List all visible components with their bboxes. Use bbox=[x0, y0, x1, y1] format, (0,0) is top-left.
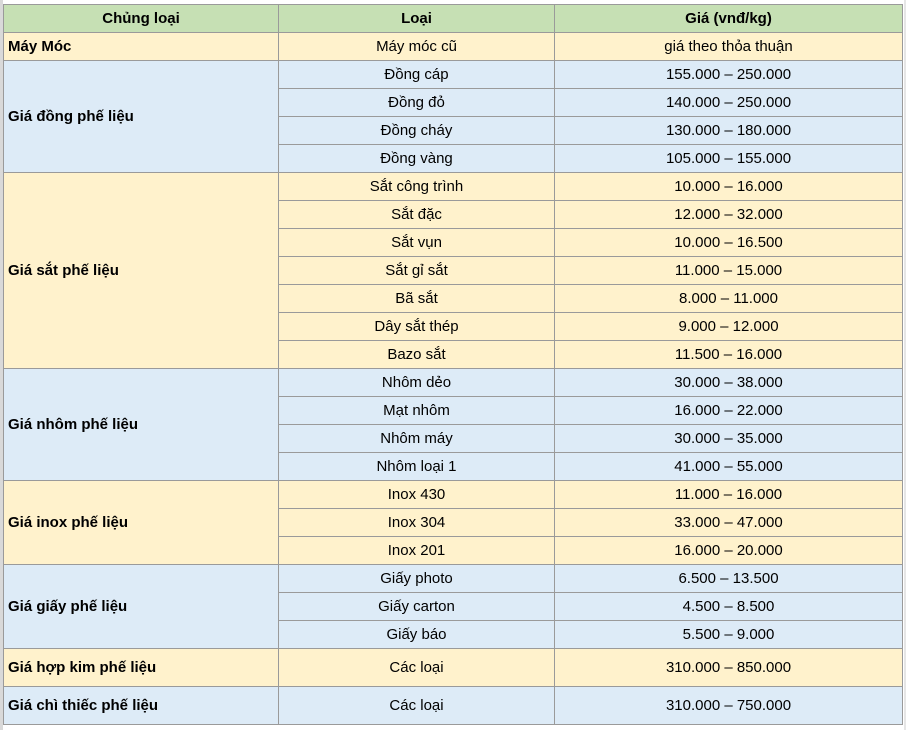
type-cell[interactable]: Sắt vụn bbox=[279, 229, 555, 257]
price-cell[interactable]: 5.500 – 9.000 bbox=[555, 621, 903, 649]
price-cell[interactable]: 30.000 – 38.000 bbox=[555, 369, 903, 397]
price-cell[interactable]: 9.000 – 12.000 bbox=[555, 313, 903, 341]
type-cell[interactable]: Inox 304 bbox=[279, 509, 555, 537]
type-cell[interactable]: Mạt nhôm bbox=[279, 397, 555, 425]
type-cell[interactable]: Các loại bbox=[279, 649, 555, 687]
price-cell[interactable]: 155.000 – 250.000 bbox=[555, 61, 903, 89]
price-cell[interactable]: giá theo thỏa thuận bbox=[555, 33, 903, 61]
category-cell[interactable]: Giá chì thiếc phế liệu bbox=[4, 687, 279, 725]
type-cell[interactable]: Bazo sắt bbox=[279, 341, 555, 369]
table-row bbox=[4, 687, 903, 725]
type-cell[interactable]: Dây sắt thép bbox=[279, 313, 555, 341]
type-cell[interactable]: Inox 430 bbox=[279, 481, 555, 509]
header-type[interactable]: Loại bbox=[279, 5, 555, 33]
header-price[interactable]: Giá (vnđ/kg) bbox=[555, 5, 903, 33]
header-category[interactable]: Chủng loại bbox=[4, 5, 279, 33]
price-cell[interactable]: 130.000 – 180.000 bbox=[555, 117, 903, 145]
category-cell[interactable]: Giá sắt phế liệu bbox=[4, 173, 279, 369]
type-cell[interactable]: Nhôm dẻo bbox=[279, 369, 555, 397]
type-cell[interactable]: Giấy carton bbox=[279, 593, 555, 621]
type-cell[interactable]: Các loại bbox=[279, 687, 555, 725]
price-cell[interactable]: 140.000 – 250.000 bbox=[555, 89, 903, 117]
price-cell[interactable]: 4.500 – 8.500 bbox=[555, 593, 903, 621]
price-table bbox=[3, 4, 903, 725]
table-row bbox=[4, 173, 903, 201]
price-cell[interactable]: 11.500 – 16.000 bbox=[555, 341, 903, 369]
price-cell[interactable]: 41.000 – 55.000 bbox=[555, 453, 903, 481]
category-cell[interactable]: Giá giấy phế liệu bbox=[4, 565, 279, 649]
table-row bbox=[4, 61, 903, 89]
type-cell[interactable]: Nhôm máy bbox=[279, 425, 555, 453]
table-row bbox=[4, 481, 903, 509]
type-cell[interactable]: Inox 201 bbox=[279, 537, 555, 565]
price-cell[interactable]: 310.000 – 850.000 bbox=[555, 649, 903, 687]
price-cell[interactable]: 33.000 – 47.000 bbox=[555, 509, 903, 537]
table-row bbox=[4, 649, 903, 687]
type-cell[interactable]: Bã sắt bbox=[279, 285, 555, 313]
type-cell[interactable]: Đồng vàng bbox=[279, 145, 555, 173]
table-row bbox=[4, 565, 903, 593]
type-cell[interactable]: Nhôm loại 1 bbox=[279, 453, 555, 481]
header-row bbox=[4, 5, 903, 33]
type-cell[interactable]: Đồng đỏ bbox=[279, 89, 555, 117]
price-cell[interactable]: 6.500 – 13.500 bbox=[555, 565, 903, 593]
type-cell[interactable]: Đồng cáp bbox=[279, 61, 555, 89]
price-cell[interactable]: 16.000 – 20.000 bbox=[555, 537, 903, 565]
category-cell[interactable]: Giá nhôm phế liệu bbox=[4, 369, 279, 481]
price-cell[interactable]: 10.000 – 16.000 bbox=[555, 173, 903, 201]
category-cell[interactable]: Giá hợp kim phế liệu bbox=[4, 649, 279, 687]
table-row bbox=[4, 369, 903, 397]
type-cell[interactable]: Đồng cháy bbox=[279, 117, 555, 145]
type-cell[interactable]: Sắt đặc bbox=[279, 201, 555, 229]
type-cell[interactable]: Máy móc cũ bbox=[279, 33, 555, 61]
category-cell[interactable]: Máy Móc bbox=[4, 33, 279, 61]
table-body bbox=[4, 33, 903, 725]
price-cell[interactable]: 16.000 – 22.000 bbox=[555, 397, 903, 425]
type-cell[interactable]: Sắt công trình bbox=[279, 173, 555, 201]
category-cell[interactable]: Giá đồng phế liệu bbox=[4, 61, 279, 173]
price-cell[interactable]: 10.000 – 16.500 bbox=[555, 229, 903, 257]
price-cell[interactable]: 12.000 – 32.000 bbox=[555, 201, 903, 229]
type-cell[interactable]: Giấy báo bbox=[279, 621, 555, 649]
price-cell[interactable]: 11.000 – 15.000 bbox=[555, 257, 903, 285]
category-cell[interactable]: Giá inox phế liệu bbox=[4, 481, 279, 565]
price-cell[interactable]: 30.000 – 35.000 bbox=[555, 425, 903, 453]
price-cell[interactable]: 11.000 – 16.000 bbox=[555, 481, 903, 509]
price-cell[interactable]: 105.000 – 155.000 bbox=[555, 145, 903, 173]
type-cell[interactable]: Giấy photo bbox=[279, 565, 555, 593]
type-cell[interactable]: Sắt gỉ sắt bbox=[279, 257, 555, 285]
price-cell[interactable]: 310.000 – 750.000 bbox=[555, 687, 903, 725]
price-cell[interactable]: 8.000 – 11.000 bbox=[555, 285, 903, 313]
table-row bbox=[4, 33, 903, 61]
